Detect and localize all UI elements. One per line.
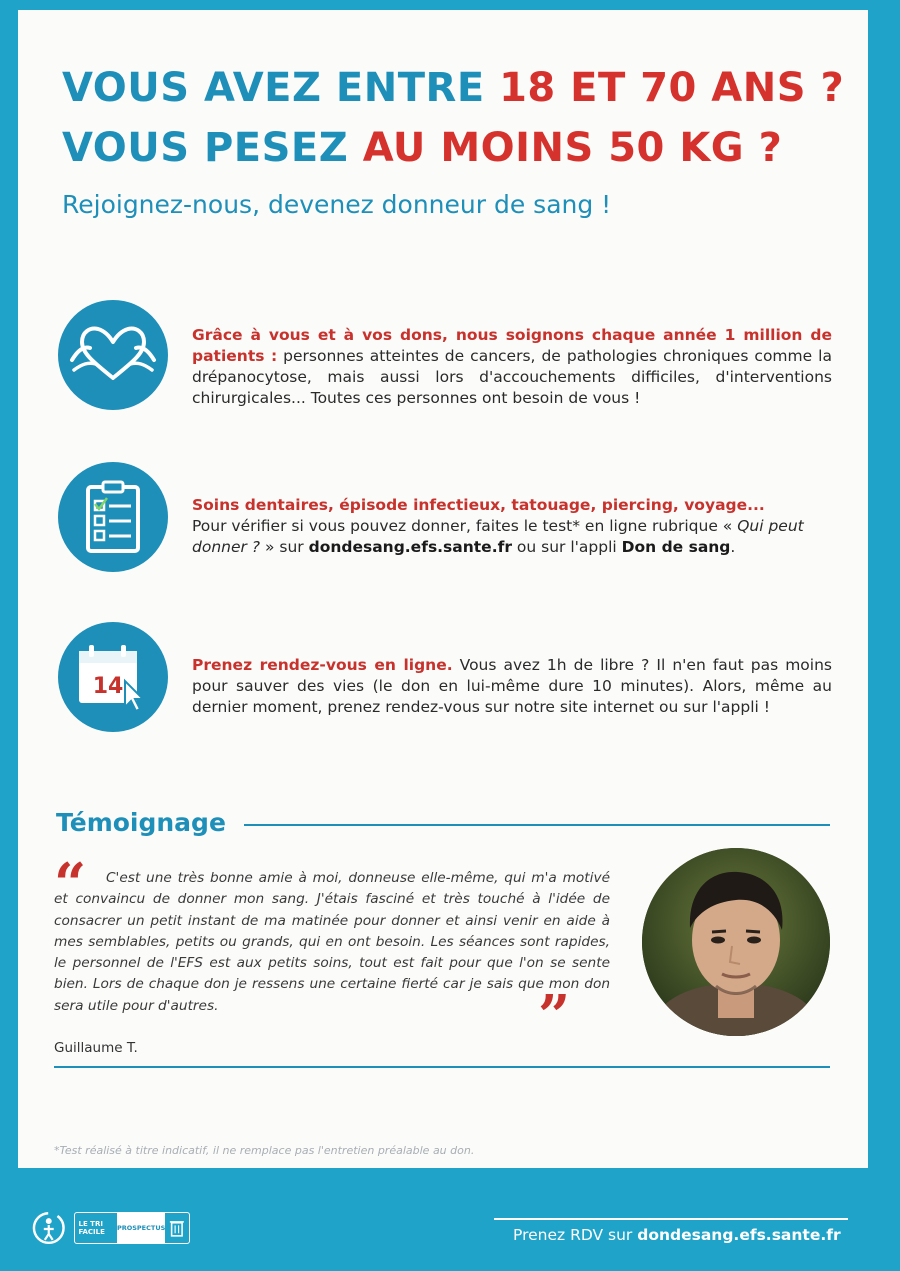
info-block-eligibility bbox=[58, 462, 848, 572]
footer-site-link[interactable]: dondesang.efs.sante.fr bbox=[637, 1226, 841, 1244]
footnote: *Test réalisé à titre indicatif, il ne remplace pas l'entretien préalable au don. bbox=[54, 1144, 475, 1157]
calendar-click-icon bbox=[58, 622, 168, 732]
info-block-eligibility-body-b: » sur bbox=[260, 538, 309, 556]
headline-line2-red: AU MOINS 50 KG ? bbox=[362, 125, 783, 171]
info-block-eligibility-body-a: Pour vérifier si vous pouvez donner, faites le test* en ligne rubrique « bbox=[192, 517, 738, 535]
info-block-appointment-body: Vous avez 1h de libre ? Il n'en faut pas moins pour sauver des vies (le don en lui-même dure 10 minutes). Alors, même au dernier moment, prenez rendez-vous sur notre site internet ou sur l'appli ! bbox=[192, 656, 832, 716]
eligibility-app-name: Don de sang bbox=[621, 538, 731, 556]
author-portrait-photo bbox=[642, 848, 830, 1036]
heart-hands-icon bbox=[58, 300, 168, 410]
info-block-appointment-highlight: Prenez rendez-vous en ligne. bbox=[192, 656, 453, 674]
info-block-appointment bbox=[58, 622, 848, 732]
testimony-quote: C'est une très bonne amie à moi, donneuse elle-même, qui m'a motivé et convaincu de donner mon sang. J'étais fasciné et très touché à l'idée de consacrer un petit instant de ma matinée pour donner et ainsi venir en aide à mes semblables, petits ou grands, qui en ont besoin. Les séances sont rapides, le personnel de l'EFS est aux petits soins, tout est fait pour que l'on se sente bien. Lors de chaque don je ressens une certaine fierté car je sais que mon don sera utile pour d'autres. bbox=[54, 870, 610, 1014]
tri-label-3: PROSPECTUS bbox=[116, 1224, 166, 1232]
checklist-icon bbox=[58, 462, 168, 572]
info-block-eligibility-body-d: . bbox=[730, 538, 736, 556]
info-block-eligibility-italic: Qui peut donner ? bbox=[192, 517, 804, 556]
flyer-sheet bbox=[18, 10, 868, 1168]
testimony-divider-top bbox=[244, 824, 830, 826]
tri-label-2: FACILE bbox=[78, 1228, 105, 1236]
close-quote-icon: ” bbox=[538, 983, 571, 1049]
info-block-patients bbox=[58, 300, 848, 410]
tri-facile-logo bbox=[30, 1210, 190, 1246]
testimony-author: Guillaume T. bbox=[54, 1040, 138, 1056]
tri-label-1: LE TRI bbox=[78, 1220, 103, 1228]
eligibility-site-link[interactable]: dondesang.efs.sante.fr bbox=[308, 538, 512, 556]
testimony-divider-bottom bbox=[54, 1066, 830, 1068]
info-block-eligibility-highlight: Soins dentaires, épisode infectieux, tatouage, piercing, voyage... bbox=[192, 496, 765, 514]
headline-line2-blue: VOUS PESEZ bbox=[62, 125, 349, 171]
headline-line1-blue: VOUS AVEZ ENTRE bbox=[62, 65, 485, 111]
footer-cta bbox=[513, 1226, 841, 1244]
info-block-patients-body: personnes atteintes de cancers, de pathologies chroniques comme la drépanocytose, mais aussi lors d'accouchements difficiles, d'interventions chirurgicales... Toutes ces personnes ont besoin de vous ! bbox=[192, 347, 832, 407]
testimony-title: Témoignage bbox=[56, 808, 226, 837]
tri-facile-badge bbox=[74, 1212, 191, 1244]
subtitle: Rejoignez-nous, devenez donneur de sang ! bbox=[62, 190, 612, 219]
recycle-person-icon bbox=[30, 1211, 68, 1245]
headline-line1-red: 18 ET 70 ANS ? bbox=[499, 65, 845, 111]
calendar-day-number: 14 bbox=[92, 674, 124, 699]
footer-cta-prefix: Prenez RDV sur bbox=[513, 1226, 638, 1244]
info-block-eligibility-text bbox=[192, 495, 832, 558]
footer-divider bbox=[494, 1218, 848, 1220]
bin-icon bbox=[169, 1217, 185, 1239]
info-block-patients-highlight: Grâce à vous et à vos dons, nous soignons chaque année 1 million de patients : bbox=[192, 326, 832, 365]
headline bbox=[62, 58, 844, 178]
open-quote-icon: “ bbox=[54, 851, 87, 917]
info-block-eligibility-body-c: ou sur l'appli bbox=[511, 538, 622, 556]
info-block-patients-text bbox=[192, 325, 832, 409]
info-block-appointment-text bbox=[192, 655, 832, 718]
